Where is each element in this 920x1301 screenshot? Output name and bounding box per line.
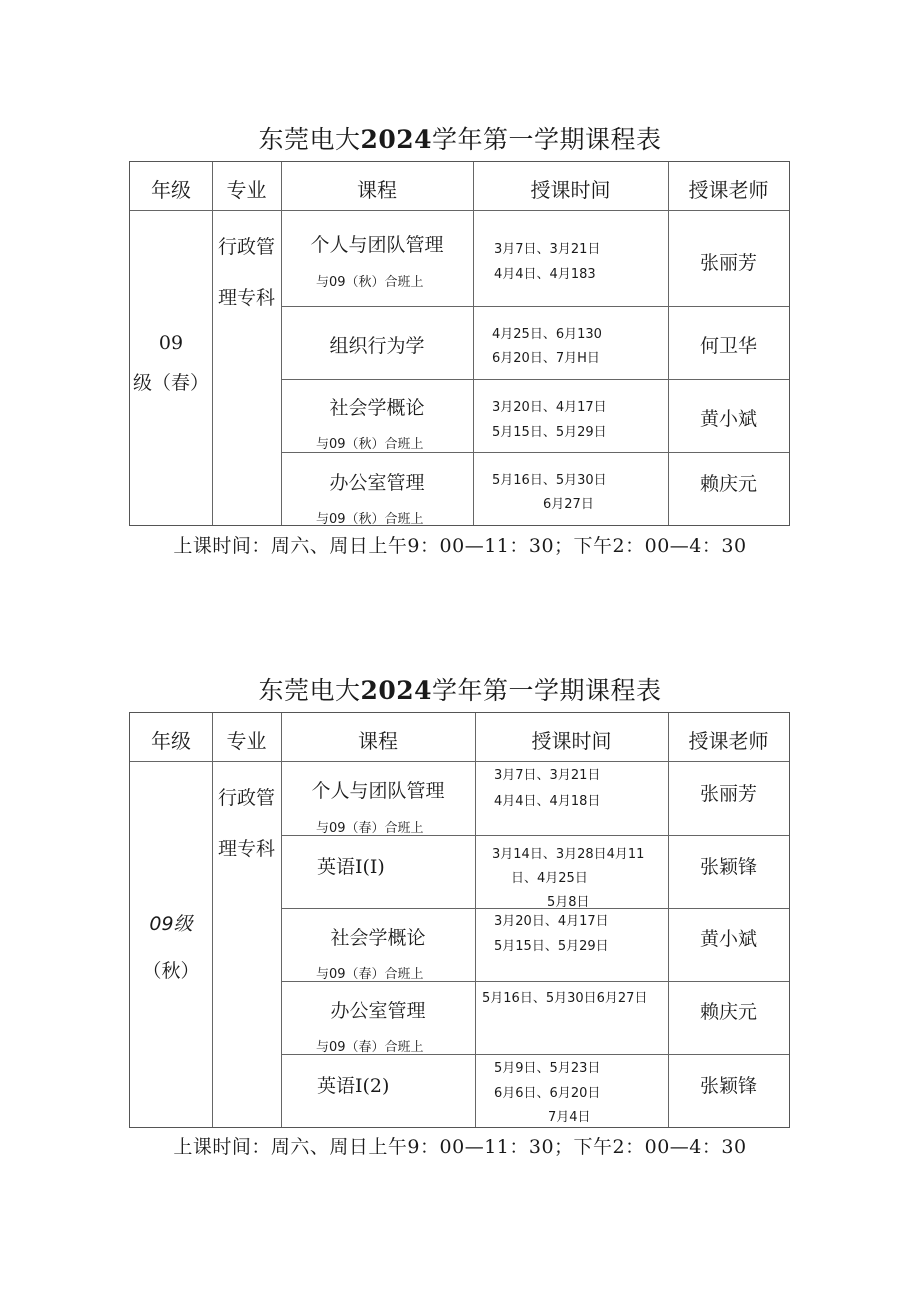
grade-line-2: 级（春） bbox=[132, 372, 209, 394]
course-name: 办公室管理 bbox=[330, 1000, 426, 1022]
time-line-2: 4月4日、4月183 bbox=[494, 267, 596, 282]
teacher-name: 张颖锋 bbox=[699, 856, 757, 878]
time-line-2: 5月15日、5月29日 bbox=[492, 425, 607, 440]
course-name: 社会学概论 bbox=[329, 397, 425, 419]
header-grade: 年级 bbox=[151, 178, 191, 202]
time-line-1: 3月14日、3月28日4月11 bbox=[492, 847, 645, 862]
class-time-note: 上课时间：周六、周日上午9：00—11：30；下午2：00—4：30 bbox=[173, 1136, 747, 1158]
time-line-2: 6月6日、6月20日 bbox=[494, 1086, 601, 1101]
grade-cell bbox=[130, 332, 212, 395]
course-name: 英语I(2) bbox=[317, 1075, 390, 1097]
header-major: 专业 bbox=[226, 729, 267, 753]
title-prefix: 东莞电大 bbox=[258, 676, 361, 705]
table2-title bbox=[0, 671, 920, 707]
major-cell bbox=[212, 783, 281, 861]
time-line-2: 6月27日 bbox=[543, 497, 594, 512]
title-prefix: 东莞电大 bbox=[258, 125, 361, 154]
time-line-2: 4月4日、4月18日 bbox=[494, 794, 601, 809]
time-line-1: 3月20日、4月17日 bbox=[492, 400, 607, 415]
course-name: 个人与团队管理 bbox=[311, 780, 445, 802]
course-note: 与09（秋）合班上 bbox=[316, 275, 424, 290]
course-note: 与09（春）合班上 bbox=[316, 821, 424, 836]
major-line-2: 理专科 bbox=[217, 287, 275, 309]
teacher-name: 赖庆元 bbox=[699, 473, 757, 495]
time-line-2: 6月20日、7月H日 bbox=[492, 351, 600, 366]
grade-line-1: 09 bbox=[158, 332, 184, 354]
grade-line-1: 09级 bbox=[149, 913, 193, 935]
header-teacher: 授课老师 bbox=[688, 178, 769, 202]
time-line-1: 3月7日、3月21日 bbox=[494, 768, 601, 783]
table1-title bbox=[0, 120, 920, 156]
header-grade: 年级 bbox=[151, 729, 191, 753]
title-year: 2024 bbox=[360, 125, 433, 154]
header-course: 课程 bbox=[358, 729, 398, 753]
time-line-2: 日、4月25日 bbox=[511, 871, 588, 886]
teacher-name: 张丽芳 bbox=[699, 783, 757, 805]
course-name: 个人与团队管理 bbox=[310, 234, 444, 256]
header-course: 课程 bbox=[357, 178, 397, 202]
course-note: 与09（秋）合班上 bbox=[316, 437, 424, 452]
teacher-name: 张丽芳 bbox=[699, 252, 757, 274]
time-line-3: 7月4日 bbox=[548, 1110, 591, 1125]
course-note: 与09（秋）合班上 bbox=[316, 512, 424, 527]
title-year: 2024 bbox=[360, 676, 433, 705]
time-line-1: 3月20日、4月17日 bbox=[494, 914, 609, 929]
teacher-name: 张颖锋 bbox=[699, 1075, 757, 1097]
course-name: 办公室管理 bbox=[329, 472, 425, 494]
teacher-name: 黄小斌 bbox=[699, 408, 757, 430]
schedule-table-1 bbox=[129, 161, 790, 526]
header-major: 专业 bbox=[226, 178, 267, 202]
course-note: 与09（春）合班上 bbox=[316, 967, 424, 982]
major-cell bbox=[212, 232, 281, 310]
major-line-1: 行政管 bbox=[217, 236, 275, 258]
course-name: 社会学概论 bbox=[330, 927, 426, 949]
major-line-2: 理专科 bbox=[217, 838, 275, 860]
major-line-1: 行政管 bbox=[217, 787, 275, 809]
title-suffix: 学年第一学期课程表 bbox=[432, 676, 662, 705]
course-name: 英语I(I) bbox=[317, 856, 385, 878]
time-line-1: 5月16日、5月30日6月27日 bbox=[482, 991, 648, 1006]
time-line-3: 5月8日 bbox=[547, 895, 590, 910]
teacher-name: 赖庆元 bbox=[699, 1001, 757, 1023]
time-line-1: 3月7日、3月21日 bbox=[494, 242, 601, 257]
header-teacher: 授课老师 bbox=[688, 729, 769, 753]
schedule-table-2 bbox=[129, 712, 790, 1128]
time-line-1: 5月9日、5月23日 bbox=[494, 1061, 601, 1076]
grade-line-2: （秋） bbox=[142, 960, 200, 982]
course-note: 与09（春）合班上 bbox=[316, 1040, 424, 1055]
time-line-1: 4月25日、6月130 bbox=[492, 327, 602, 342]
course-name: 组织行为学 bbox=[329, 335, 425, 357]
grade-cell bbox=[130, 909, 212, 983]
header-time: 授课时间 bbox=[530, 178, 611, 202]
time-line-1: 5月16日、5月30日 bbox=[492, 473, 607, 488]
time-line-2: 5月15日、5月29日 bbox=[494, 939, 609, 954]
header-time: 授课时间 bbox=[531, 729, 612, 753]
title-suffix: 学年第一学期课程表 bbox=[432, 125, 662, 154]
teacher-name: 黄小斌 bbox=[699, 928, 757, 950]
teacher-name: 何卫华 bbox=[699, 335, 757, 357]
class-time-note: 上课时间：周六、周日上午9：00—11：30；下午2：00—4：30 bbox=[173, 535, 747, 557]
